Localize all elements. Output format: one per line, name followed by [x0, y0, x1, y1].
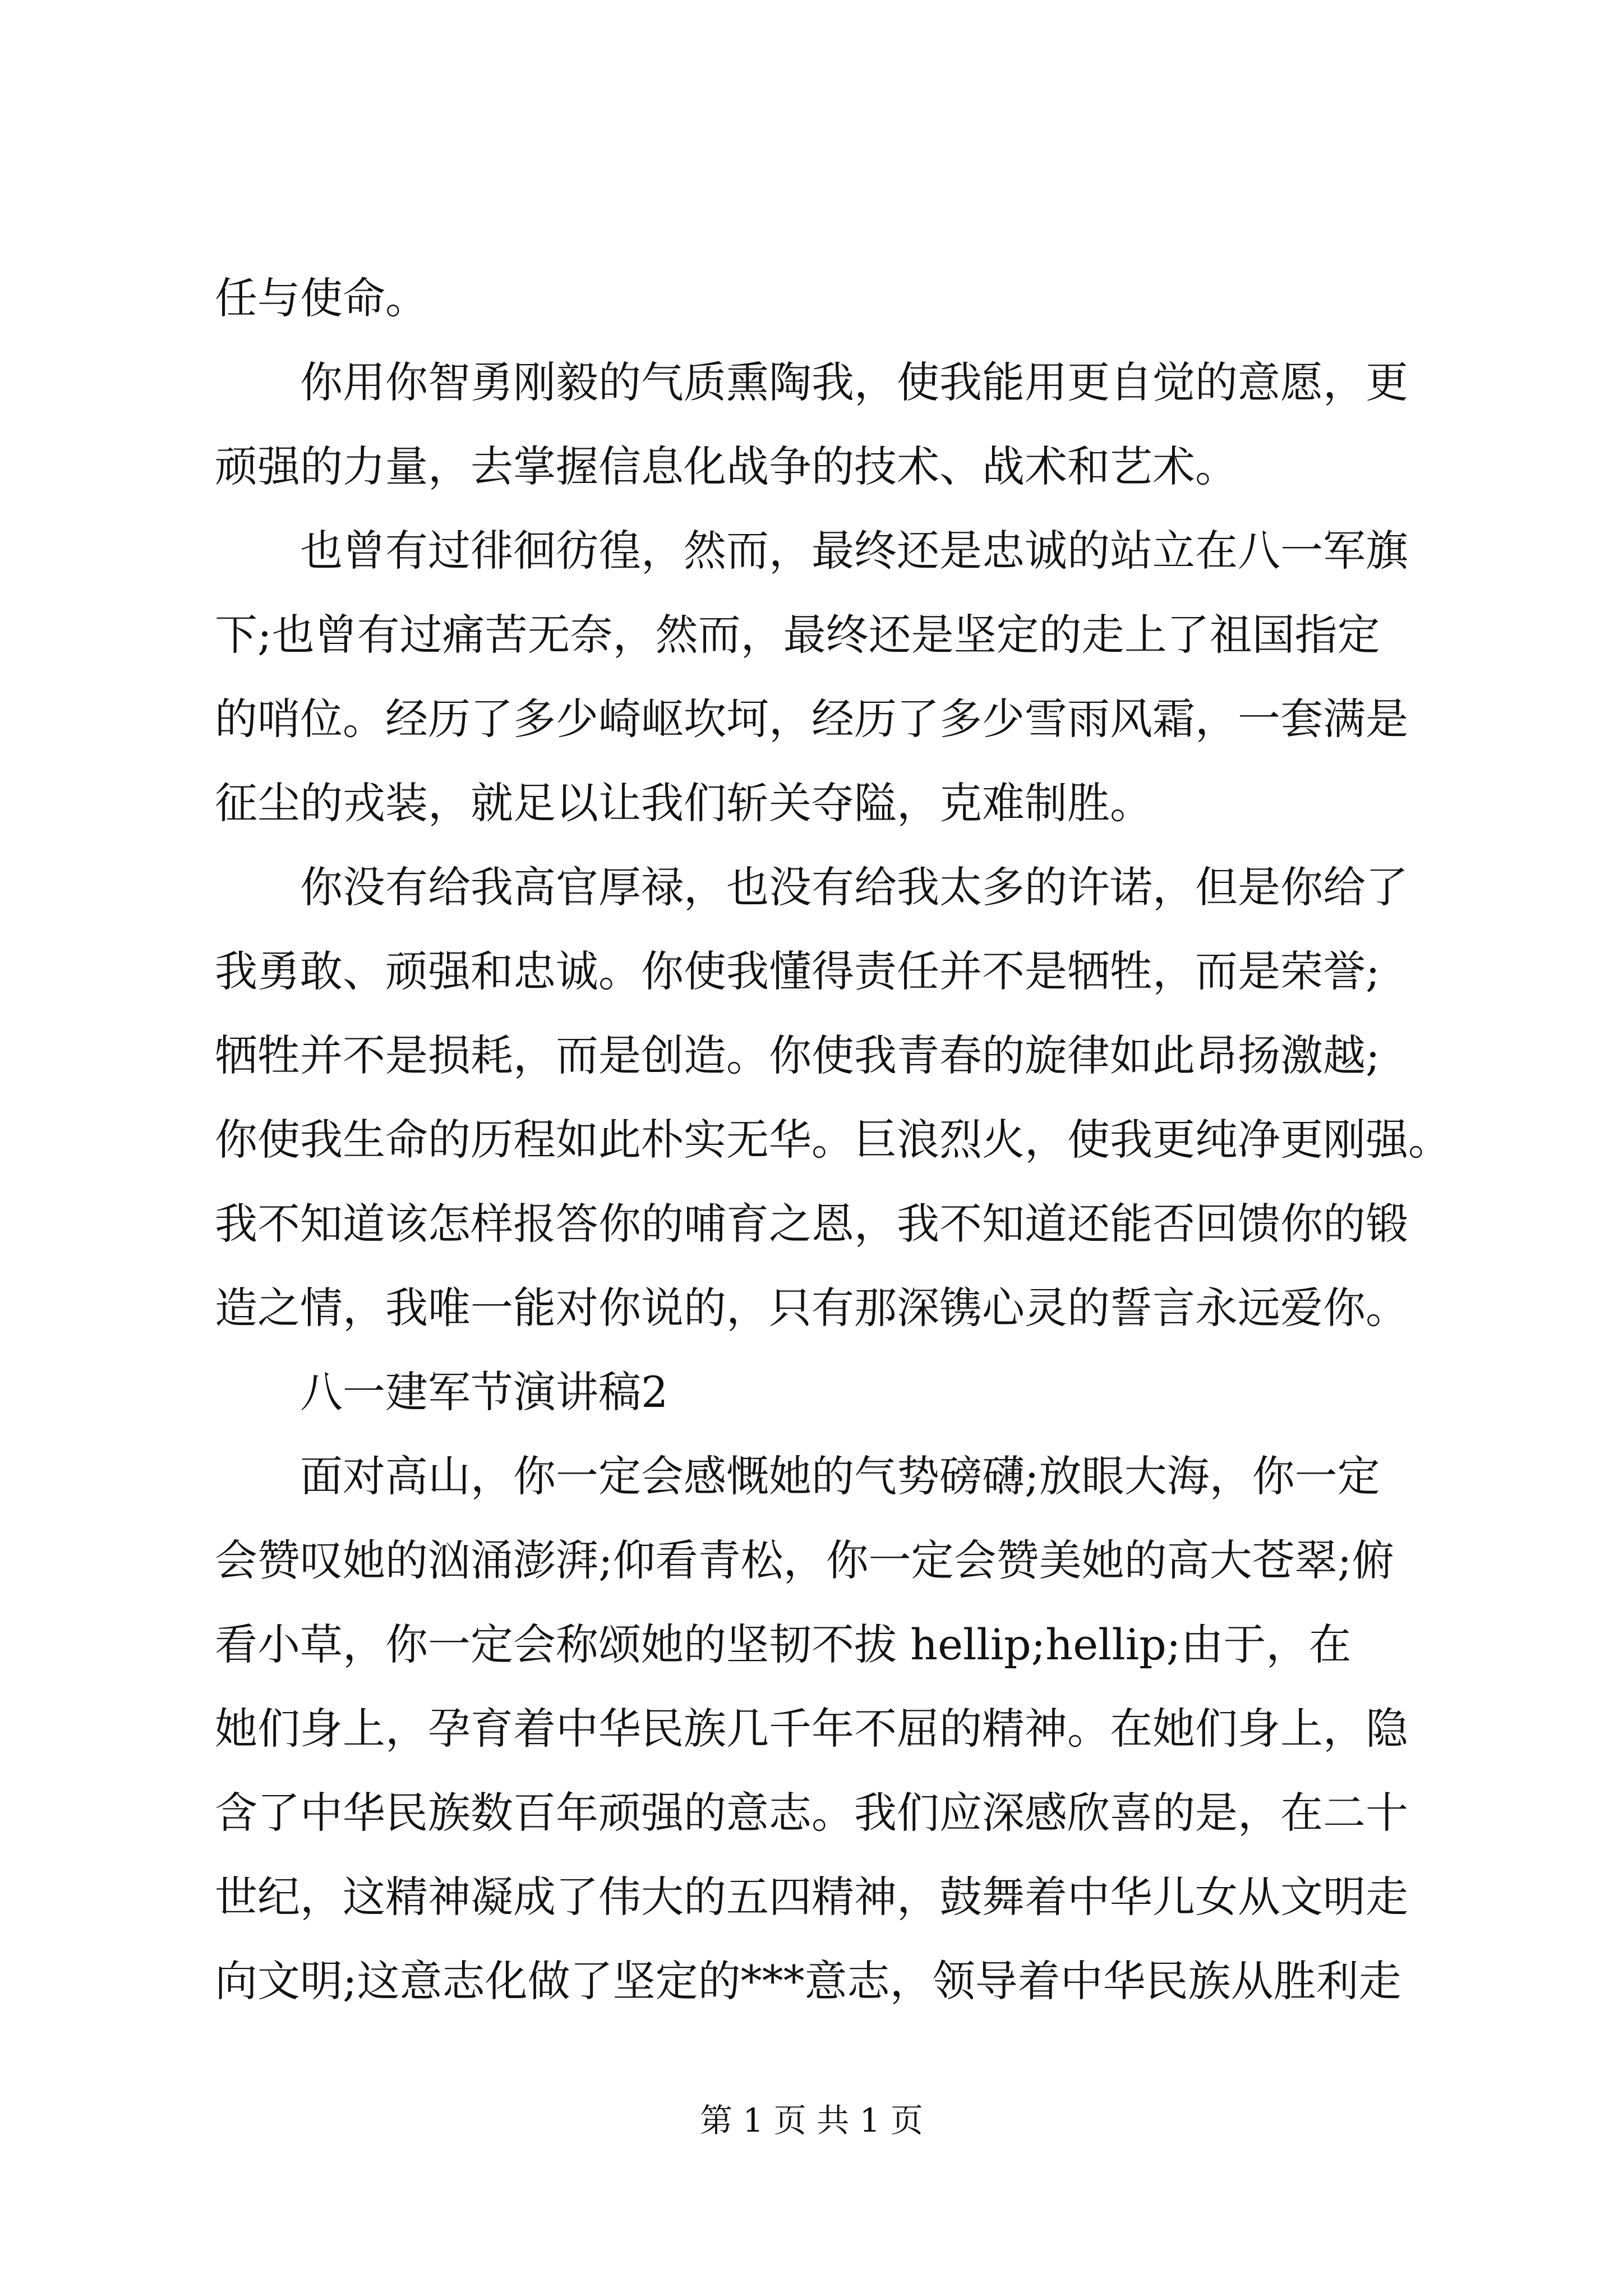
text-line: 我勇敢、顽强和忠诚。你使我懂得责任并不是牺牲，而是荣誉;	[215, 946, 1380, 996]
text-line: 任与使命。	[215, 273, 428, 323]
text-line: 征尘的戎装，就足以让我们斩关夺隘，克难制胜。	[215, 778, 1152, 828]
text-line: 的哨位。经历了多少崎岖坎坷，经历了多少雪雨风霜，一套满是	[215, 694, 1408, 744]
text-line: 也曾有过徘徊彷徨，然而，最终还是忠诚的站立在八一军旗	[215, 526, 1408, 576]
text-line: 她们身上，孕育着中华民族几千年不屈的精神。在她们身上，隐	[215, 1704, 1408, 1754]
text-line: 含了中华民族数百年顽强的意志。我们应深感欣喜的是，在二十	[215, 1788, 1408, 1838]
text-line: 顽强的力量，去掌握信息化战争的技术、战术和艺术。	[215, 441, 1238, 491]
text-line: 面对高山，你一定会感慨她的气势磅礴;放眼大海，你一定	[215, 1451, 1380, 1501]
section-heading: 八一建军节演讲稿2	[215, 1367, 668, 1417]
text-line: 你使我生命的历程如此朴实无华。巨浪烈火，使我更纯净更刚强。	[215, 1115, 1451, 1165]
text-line: 牺牲并不是损耗，而是创造。你使我青春的旋律如此昂扬激越;	[215, 1030, 1380, 1080]
text-line: 造之情，我唯一能对你说的，只有那深镌心灵的誓言永远爱你。	[215, 1283, 1408, 1333]
text-line: 下;也曾有过痛苦无奈，然而，最终还是坚定的走上了祖国指定	[215, 610, 1380, 660]
page-footer: 第 1 页 共 1 页	[700, 2101, 923, 2139]
text-line: 会赞叹她的汹涌澎湃;仰看青松，你一定会赞美她的高大苍翠;俯	[215, 1535, 1395, 1585]
text-line: 看小草，你一定会称颂她的坚韧不拔 hellip;hellip;由于，在	[215, 1619, 1352, 1669]
text-line: 向文明;这意志化做了坚定的***意志，领导着中华民族从胜利走	[215, 1956, 1401, 2006]
text-line: 你用你智勇刚毅的气质熏陶我，使我能用更自觉的意愿，更	[215, 357, 1408, 407]
text-line: 我不知道该怎样报答你的哺育之恩，我不知道还能否回馈你的锻	[215, 1199, 1408, 1249]
document-body	[215, 256, 1451, 2023]
text-line: 你没有给我高官厚禄，也没有给我太多的许诺，但是你给了	[215, 862, 1408, 912]
text-line: 世纪，这精神凝成了伟大的五四精神，鼓舞着中华儿女从文明走	[215, 1872, 1408, 1922]
